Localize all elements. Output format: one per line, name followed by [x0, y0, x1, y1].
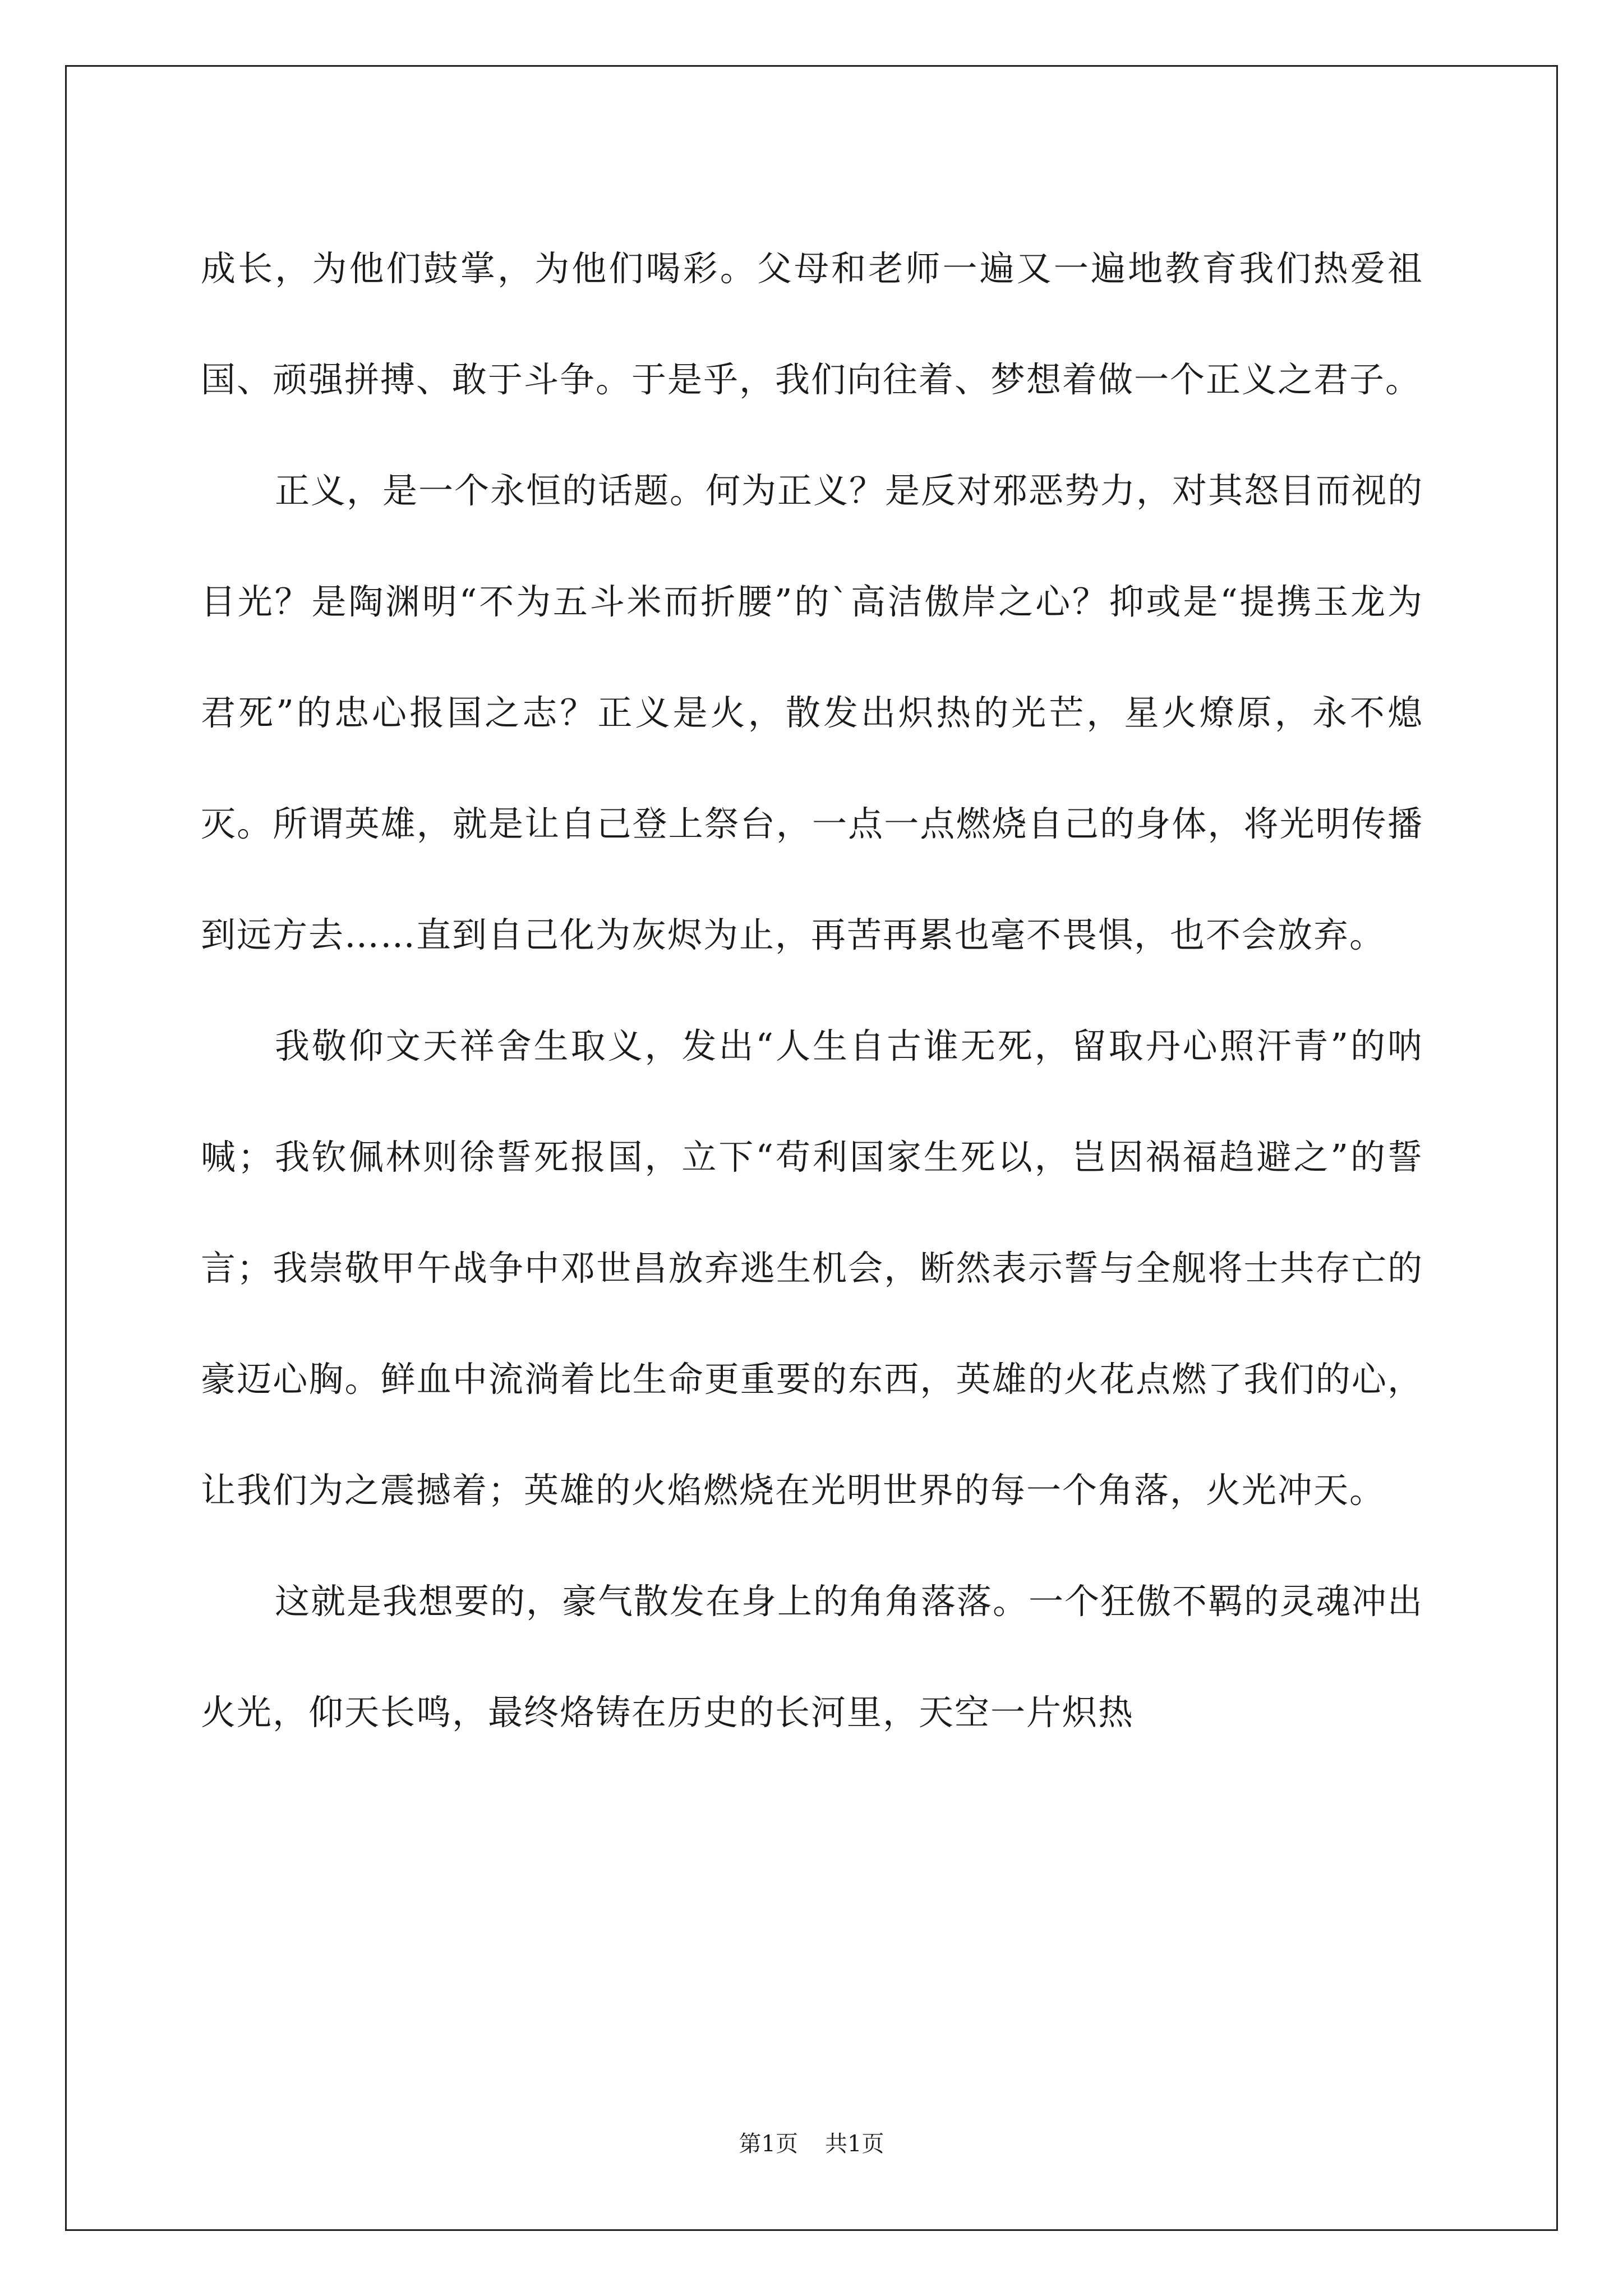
document-body — [201, 213, 1423, 1768]
page-number: 第1页 — [739, 2131, 798, 2157]
paragraph-2: 正义，是一个永恒的话题。何为正义？是反对邪恶势力，对其怒目而视的目光？是陶渊明“不为五斗米而折腰”的`高洁傲岸之心？抑或是“提携玉龙为君死”的忠心报国之志？正义是火，散发出炽热的光芒，星火燎原，永不熄灭。所谓英雄，就是让自己登上祭台，一点一点燃烧自己的身体，将光明传播到远方去……直到自己化为灰烬为止，再苦再累也毫不畏惧，也不会放弃。 — [201, 470, 1424, 955]
paragraph-1: 成长，为他们鼓掌，为他们喝彩。父母和老师一遍又一遍地教育我们热爱祖国、顽强拼搏、敢于斗争。于是乎，我们向往着、梦想着做一个正义之君子。 — [201, 248, 1423, 400]
page-footer — [0, 2126, 1623, 2158]
page-total: 共1页 — [825, 2131, 884, 2157]
paragraph-3: 我敬仰文天祥舍生取义，发出“人生自古谁无死，留取丹心照汗青”的呐喊；我钦佩林则徐誓死报国，立下“苟利国家生死以，岂因祸福趋避之”的誓言；我崇敬甲午战争中邓世昌放弃逃生机会，断然表示誓与全舰将士共存亡的豪迈心胸。鲜血中流淌着比生命更重要的东西，英雄的火花点燃了我们的心，让我们为之震撼着；英雄的火焰燃烧在光明世界的每一个角落，火光冲天。 — [201, 1025, 1423, 1511]
paragraph-4: 这就是我想要的，豪气散发在身上的角角落落。一个狂傲不羁的灵魂冲出火光，仰天长鸣，最终烙铸在历史的长河里，天空一片炽热 — [201, 1581, 1424, 1733]
